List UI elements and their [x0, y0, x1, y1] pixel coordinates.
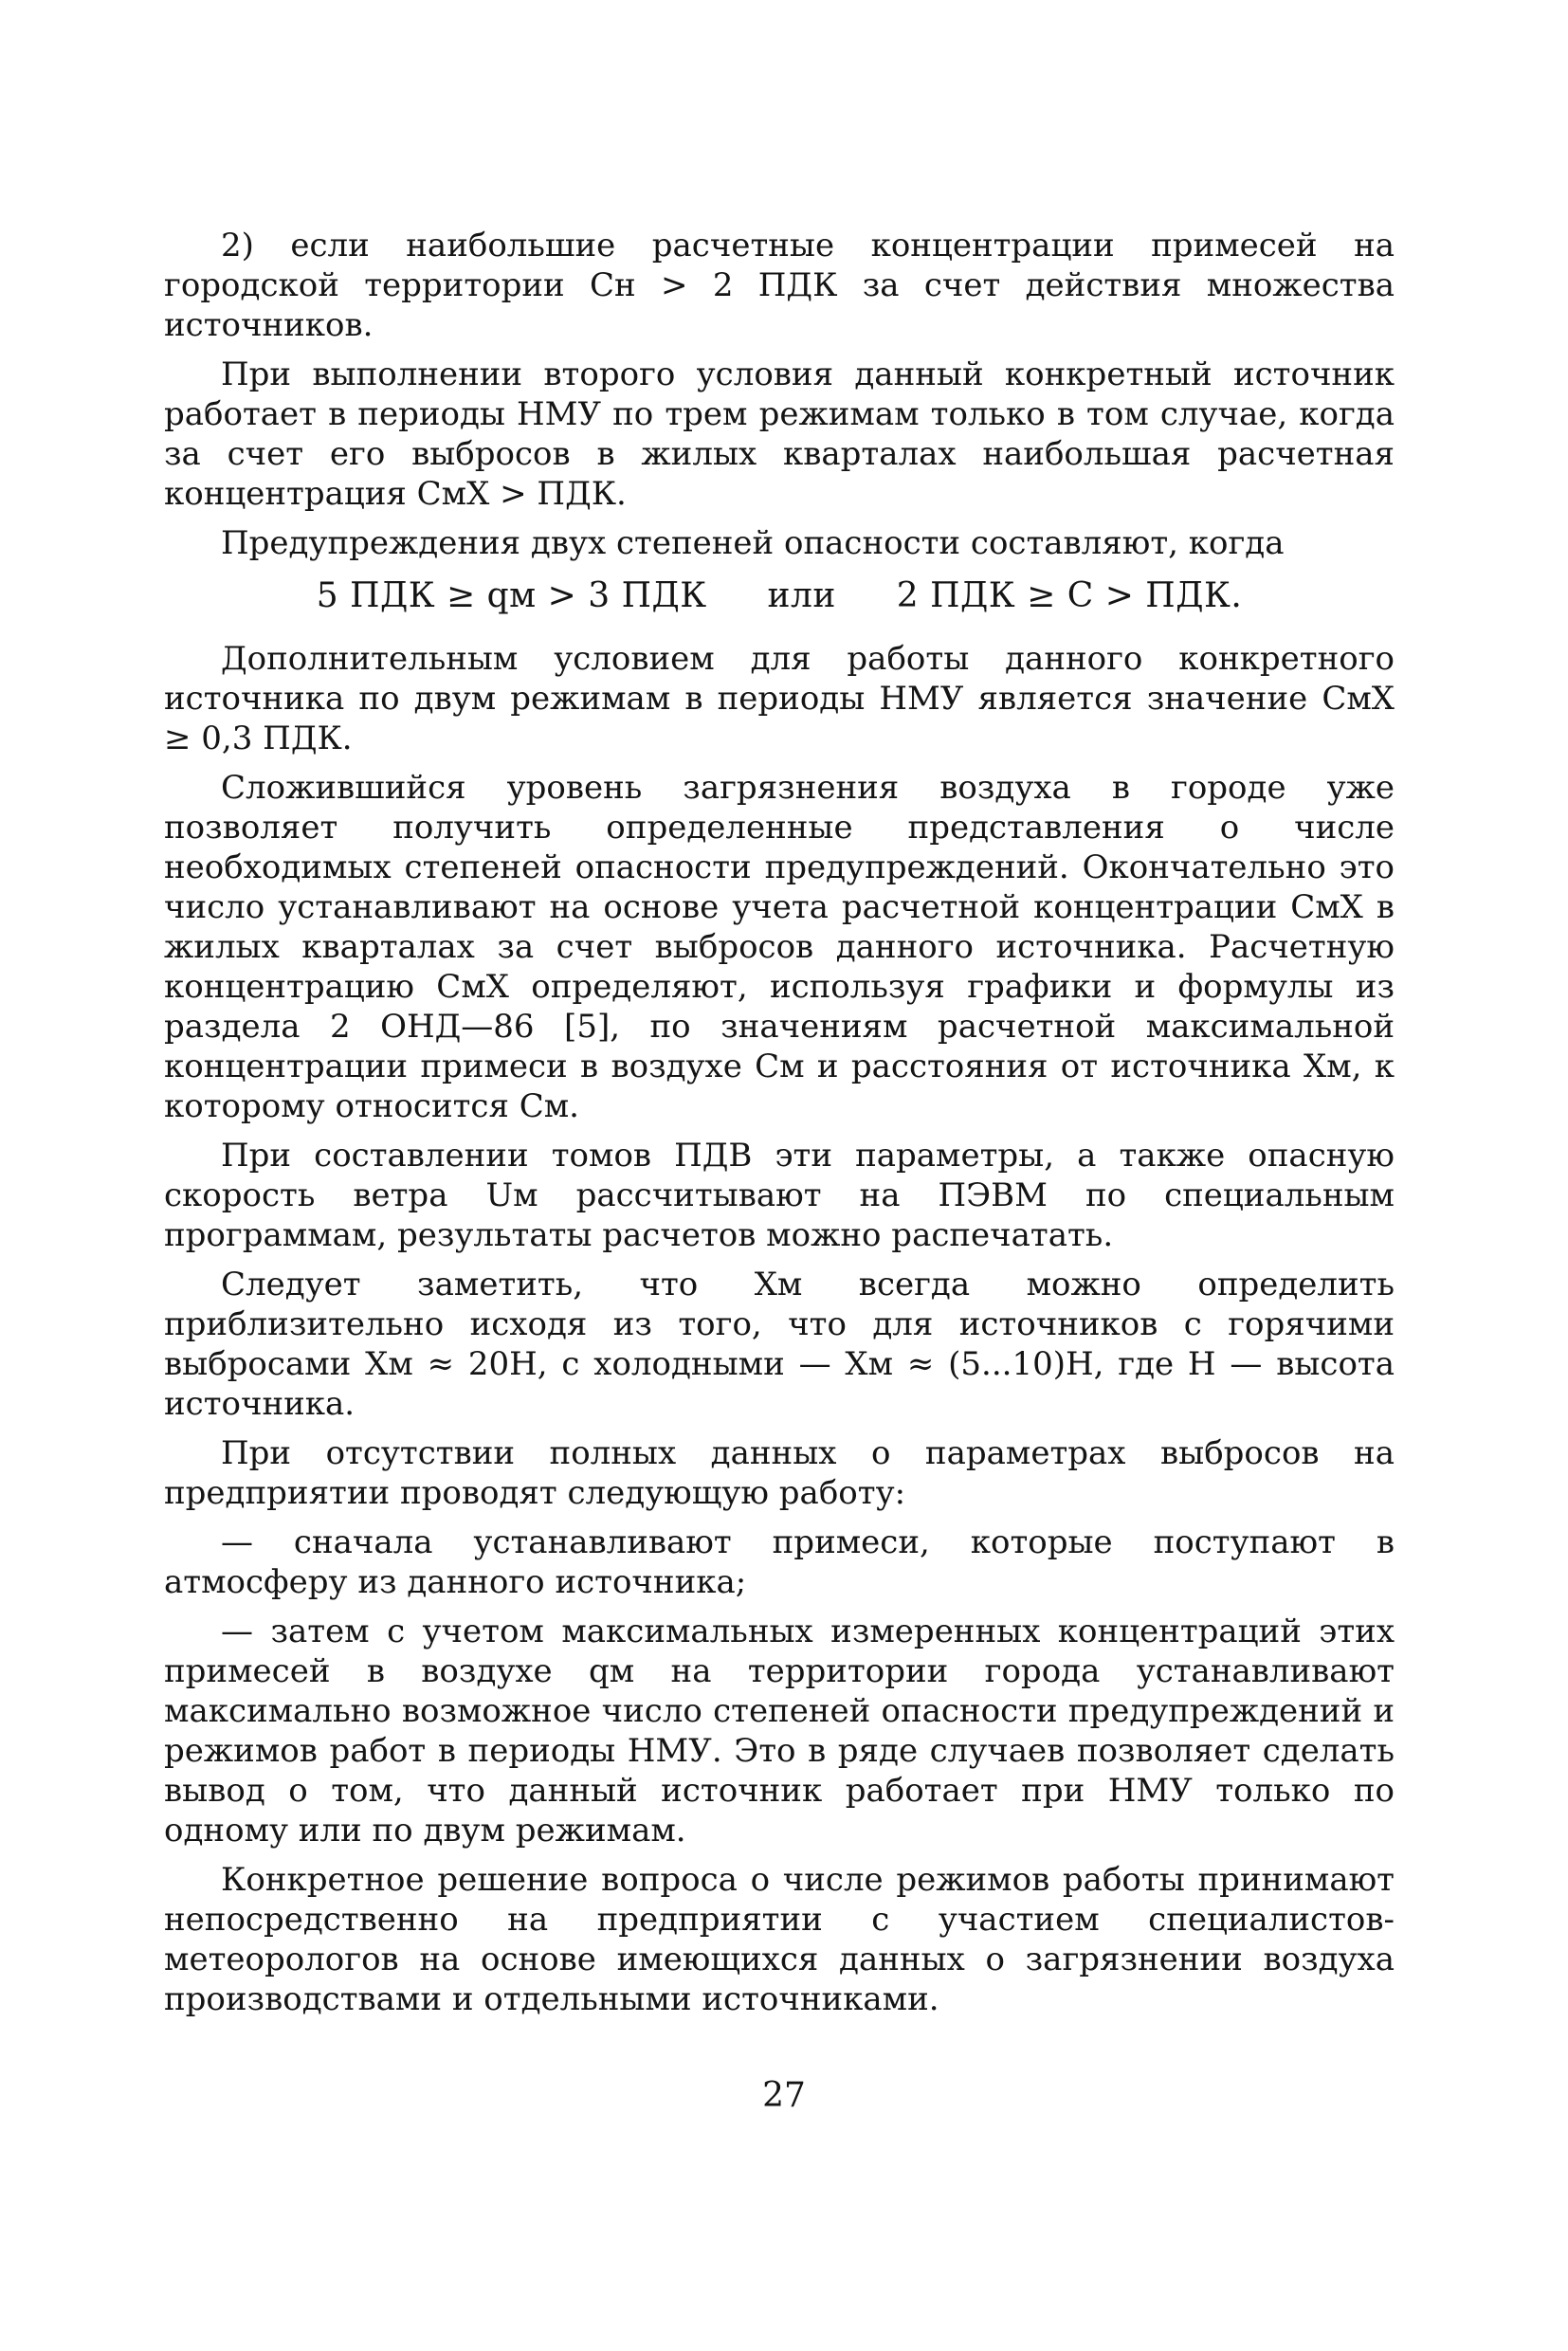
page-number: 27 — [762, 2076, 806, 2115]
page-text — [164, 226, 1395, 2019]
paragraph-additional-condition: Дополнительным условием для работы данного конкретного источника по двум режимам в периоды НМУ является значение СмX ≥ 0,3 ПДК. — [164, 640, 1395, 757]
paragraph-xm-estimate: Следует заметить, что Хм всегда можно определить приблизительно исходя из того, что для источников с горячими выбросами Хм ≈ 20H, с холодными — Хм ≈ (5...10)H, где H — высота источника. — [164, 1266, 1395, 1423]
paragraph-incomplete-data: При отсутствии полных данных о параметрах выбросов на предприятии проводят следующую работу: — [164, 1434, 1395, 1512]
paragraph-pdv-volumes: При составлении томов ПДВ эти параметры, а также опасную скорость ветра Uм рассчитывают на ПЭВМ по специальным программам, результаты расчетов можно распечатать. — [164, 1137, 1395, 1254]
paragraph-condition-2: 2) если наибольшие расчетные концентрации примесей на городской территории Сн > 2 ПДК за счет действия множества источников. — [164, 227, 1395, 344]
formula-left: 5 ПДК ≥ qм > 3 ПДК — [316, 576, 707, 615]
formula-right: 2 ПДК ≥ C > ПДК. — [896, 576, 1243, 615]
formula-connector: или — [767, 576, 836, 615]
paragraph-final-decision: Конкретное решение вопроса о числе режимов работы принимают непосредственно на предприятии с участием специалистов-метеорологов на основе имеющихся данных о загрязнении воздуха производствами и отдельными источниками. — [164, 1861, 1395, 2018]
paragraph-pollution-level: Сложившийся уровень загрязнения воздуха в городе уже позволяет получить определенные представления о числе необходимых степеней опасности предупреждений. Окончательно это число устанавливают на основе учета расчетной концентрации СмX в жилых кварталах за счет выбросов данного источника. Расчетную концентрацию СмX определяют, используя графики и формулы из раздела 2 ОНД—86 [5], по значениям расчетной максимальной концентрации примеси в воздухе См и расстояния от источника Хм, к которому относится См. — [164, 769, 1395, 1125]
paragraph-warnings-intro: Предупреждения двух степеней опасности составляют, когда — [221, 524, 1285, 562]
formula-danger-levels — [164, 576, 1395, 616]
list-item-second: — затем с учетом максимальных измеренных концентраций этих примесей в воздухе qм на территории города устанавливают максимально возможное число степеней опасности предупреждений и режимов работ в периоды НМУ. Это в ряде случаев позволяет сделать вывод о том, что данный источник работает при НМУ только по одному или по двум режимам. — [164, 1613, 1395, 1850]
list-item-first: — сначала устанавливают примеси, которые поступают в атмосферу из данного источника; — [164, 1523, 1395, 1601]
paragraph-second-condition: При выполнении второго условия данный конкретный источник работает в периоды НМУ по трем режимам только в том случае, когда за счет его выбросов в жилых кварталах наибольшая расчетная концентрация СмX > ПДК. — [164, 355, 1395, 513]
